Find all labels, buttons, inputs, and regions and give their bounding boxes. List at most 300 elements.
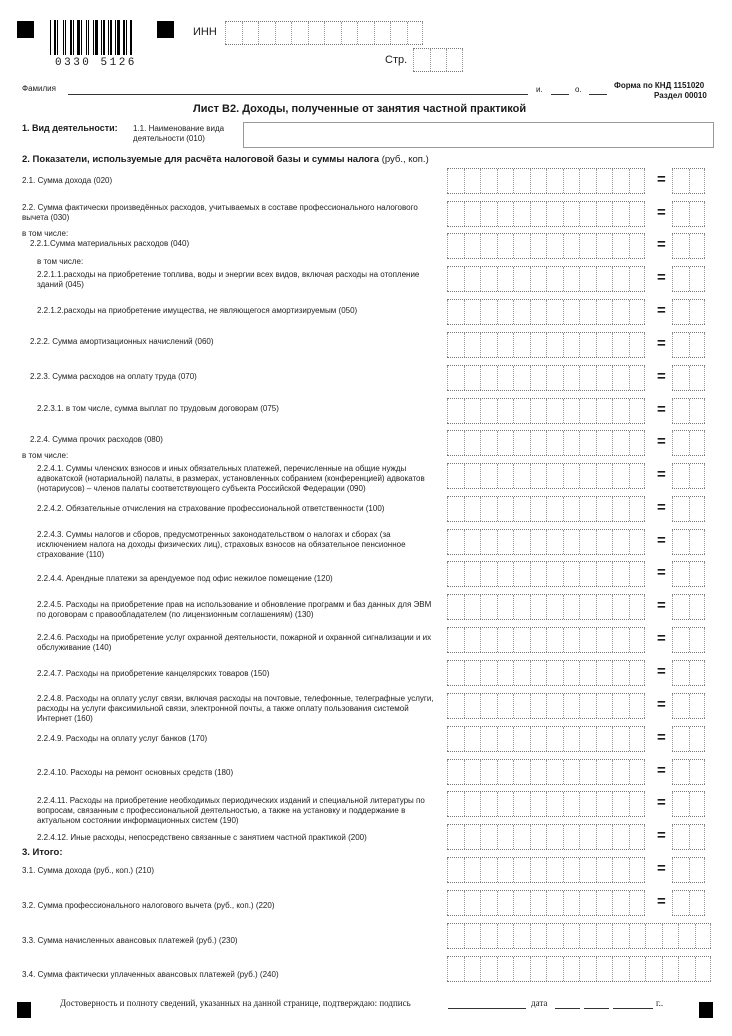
digit-cell[interactable] — [497, 234, 514, 258]
digit-cell[interactable] — [513, 957, 530, 981]
digit-cell[interactable] — [464, 399, 481, 423]
digit-cell[interactable] — [497, 924, 514, 948]
digit-cell[interactable] — [579, 792, 596, 816]
digit-cell[interactable] — [689, 366, 706, 390]
digit-cell[interactable] — [672, 431, 689, 455]
digit-cell[interactable] — [530, 858, 547, 882]
digit-cell[interactable] — [579, 858, 596, 882]
digit-cell[interactable] — [672, 825, 689, 849]
digit-cell[interactable] — [672, 595, 689, 619]
digit-cell[interactable] — [689, 858, 706, 882]
digit-cell[interactable] — [497, 333, 514, 357]
digit-cell[interactable] — [447, 595, 464, 619]
digit-cell[interactable] — [672, 661, 689, 685]
digit-cell[interactable] — [579, 530, 596, 554]
digit-cell[interactable] — [629, 661, 646, 685]
digit-cell[interactable] — [513, 628, 530, 652]
digit-cell[interactable] — [579, 595, 596, 619]
digit-cell[interactable] — [546, 562, 563, 586]
digit-cell[interactable] — [513, 497, 530, 521]
digit-cell[interactable] — [447, 300, 464, 324]
digit-cell[interactable] — [546, 530, 563, 554]
digit-cell[interactable] — [563, 727, 580, 751]
digit-cell[interactable] — [645, 957, 662, 981]
digit-cell[interactable] — [629, 595, 646, 619]
digit-cell[interactable] — [464, 628, 481, 652]
digit-cell[interactable] — [563, 202, 580, 226]
digit-cell[interactable] — [689, 792, 706, 816]
digit-cell[interactable] — [464, 957, 481, 981]
digit-cell[interactable] — [546, 595, 563, 619]
digit-cell[interactable] — [612, 924, 629, 948]
digit-cell[interactable] — [612, 267, 629, 291]
digit-cell[interactable] — [513, 562, 530, 586]
digit-cell[interactable] — [530, 530, 547, 554]
digit-cell[interactable] — [629, 792, 646, 816]
amount-field-075[interactable] — [447, 398, 645, 424]
digit-cell[interactable] — [513, 431, 530, 455]
digit-cell[interactable] — [530, 628, 547, 652]
digit-cell[interactable] — [480, 760, 497, 784]
digit-cell[interactable] — [563, 562, 580, 586]
digit-cell[interactable] — [497, 628, 514, 652]
digit-cell[interactable] — [579, 891, 596, 915]
digit-cell[interactable] — [672, 694, 689, 718]
digit-cell[interactable] — [464, 169, 481, 193]
amount-field-120[interactable] — [447, 561, 645, 587]
digit-cell[interactable] — [672, 858, 689, 882]
amount-field-180[interactable] — [447, 759, 645, 785]
digit-cell[interactable] — [662, 924, 679, 948]
digit-cell[interactable] — [579, 661, 596, 685]
digit-cell[interactable] — [546, 694, 563, 718]
digit-cell[interactable] — [678, 924, 695, 948]
kopecks-field-040[interactable] — [672, 233, 705, 259]
digit-cell[interactable] — [546, 300, 563, 324]
digit-cell[interactable] — [672, 464, 689, 488]
amount-field-160[interactable] — [447, 693, 645, 719]
digit-cell[interactable] — [612, 760, 629, 784]
digit-cell[interactable] — [513, 760, 530, 784]
amount-field-220[interactable] — [447, 890, 645, 916]
digit-cell[interactable] — [612, 595, 629, 619]
digit-cell[interactable] — [480, 562, 497, 586]
digit-cell[interactable] — [546, 957, 563, 981]
digit-cell[interactable] — [480, 267, 497, 291]
digit-cell[interactable] — [513, 891, 530, 915]
digit-cell[interactable] — [447, 431, 464, 455]
digit-cell[interactable] — [629, 628, 646, 652]
digit-cell[interactable] — [497, 957, 514, 981]
amount-field-040[interactable] — [447, 233, 645, 259]
digit-cell[interactable] — [464, 858, 481, 882]
digit-cell[interactable] — [596, 858, 613, 882]
digit-cell[interactable] — [689, 825, 706, 849]
digit-cell[interactable] — [480, 530, 497, 554]
digit-cell[interactable] — [579, 957, 596, 981]
name-initial-field[interactable] — [551, 94, 569, 95]
digit-cell[interactable] — [480, 858, 497, 882]
digit-cell[interactable] — [629, 497, 646, 521]
digit-cell[interactable] — [530, 366, 547, 390]
digit-cell[interactable] — [464, 924, 481, 948]
kopecks-field-060[interactable] — [672, 332, 705, 358]
digit-cell[interactable] — [689, 595, 706, 619]
digit-cell[interactable] — [629, 333, 646, 357]
digit-cell[interactable] — [629, 464, 646, 488]
kopecks-field-130[interactable] — [672, 594, 705, 620]
digit-cell[interactable] — [497, 562, 514, 586]
digit-cell[interactable] — [612, 464, 629, 488]
digit-cell[interactable] — [447, 727, 464, 751]
digit-cell[interactable] — [464, 727, 481, 751]
amount-field-080[interactable] — [447, 430, 645, 456]
amount-field-050[interactable] — [447, 299, 645, 325]
digit-cell[interactable] — [242, 22, 259, 44]
digit-cell[interactable] — [672, 562, 689, 586]
digit-cell[interactable] — [689, 530, 706, 554]
patronymic-initial-field[interactable] — [589, 94, 607, 95]
digit-cell[interactable] — [689, 267, 706, 291]
digit-cell[interactable] — [612, 661, 629, 685]
digit-cell[interactable] — [497, 530, 514, 554]
digit-cell[interactable] — [546, 661, 563, 685]
digit-cell[interactable] — [612, 333, 629, 357]
digit-cell[interactable] — [447, 202, 464, 226]
digit-cell[interactable] — [563, 300, 580, 324]
digit-cell[interactable] — [464, 760, 481, 784]
digit-cell[interactable] — [629, 399, 646, 423]
digit-cell[interactable] — [563, 694, 580, 718]
digit-cell[interactable] — [579, 431, 596, 455]
digit-cell[interactable] — [447, 169, 464, 193]
digit-cell[interactable] — [672, 267, 689, 291]
kopecks-field-170[interactable] — [672, 726, 705, 752]
digit-cell[interactable] — [629, 891, 646, 915]
digit-cell[interactable] — [629, 202, 646, 226]
digit-cell[interactable] — [480, 300, 497, 324]
digit-cell[interactable] — [596, 202, 613, 226]
digit-cell[interactable] — [430, 49, 447, 71]
digit-cell[interactable] — [513, 300, 530, 324]
digit-cell[interactable] — [689, 628, 706, 652]
digit-cell[interactable] — [530, 464, 547, 488]
digit-cell[interactable] — [563, 169, 580, 193]
digit-cell[interactable] — [546, 628, 563, 652]
kopecks-field-090[interactable] — [672, 463, 705, 489]
digit-cell[interactable] — [689, 497, 706, 521]
digit-cell[interactable] — [497, 661, 514, 685]
digit-cell[interactable] — [530, 431, 547, 455]
digit-cell[interactable] — [596, 399, 613, 423]
digit-cell[interactable] — [497, 169, 514, 193]
digit-cell[interactable] — [662, 957, 679, 981]
digit-cell[interactable] — [530, 957, 547, 981]
digit-cell[interactable] — [629, 234, 646, 258]
digit-cell[interactable] — [596, 530, 613, 554]
digit-cell[interactable] — [678, 957, 695, 981]
digit-cell[interactable] — [513, 924, 530, 948]
digit-cell[interactable] — [464, 792, 481, 816]
digit-cell[interactable] — [497, 300, 514, 324]
digit-cell[interactable] — [480, 234, 497, 258]
amount-field-060[interactable] — [447, 332, 645, 358]
digit-cell[interactable] — [413, 49, 430, 71]
digit-cell[interactable] — [579, 727, 596, 751]
digit-cell[interactable] — [612, 169, 629, 193]
digit-cell[interactable] — [497, 497, 514, 521]
digit-cell[interactable] — [513, 399, 530, 423]
amount-field-070[interactable] — [447, 365, 645, 391]
digit-cell[interactable] — [695, 957, 712, 981]
digit-cell[interactable] — [480, 399, 497, 423]
digit-cell[interactable] — [596, 464, 613, 488]
digit-cell[interactable] — [629, 530, 646, 554]
digit-cell[interactable] — [447, 530, 464, 554]
digit-cell[interactable] — [390, 22, 407, 44]
amount-field-140[interactable] — [447, 627, 645, 653]
digit-cell[interactable] — [480, 924, 497, 948]
digit-cell[interactable] — [480, 595, 497, 619]
digit-cell[interactable] — [563, 792, 580, 816]
digit-cell[interactable] — [341, 22, 358, 44]
digit-cell[interactable] — [629, 727, 646, 751]
digit-cell[interactable] — [596, 333, 613, 357]
digit-cell[interactable] — [629, 300, 646, 324]
digit-cell[interactable] — [596, 891, 613, 915]
digit-cell[interactable] — [464, 333, 481, 357]
amount-field-150[interactable] — [447, 660, 645, 686]
digit-cell[interactable] — [447, 858, 464, 882]
amount-field-230[interactable] — [447, 923, 711, 949]
digit-cell[interactable] — [447, 497, 464, 521]
digit-cell[interactable] — [447, 792, 464, 816]
page-field[interactable] — [413, 48, 463, 72]
digit-cell[interactable] — [530, 300, 547, 324]
digit-cell[interactable] — [629, 267, 646, 291]
digit-cell[interactable] — [530, 825, 547, 849]
digit-cell[interactable] — [596, 825, 613, 849]
digit-cell[interactable] — [672, 234, 689, 258]
digit-cell[interactable] — [546, 727, 563, 751]
amount-field-170[interactable] — [447, 726, 645, 752]
digit-cell[interactable] — [689, 760, 706, 784]
digit-cell[interactable] — [579, 497, 596, 521]
digit-cell[interactable] — [546, 825, 563, 849]
kopecks-field-190[interactable] — [672, 791, 705, 817]
kopecks-field-110[interactable] — [672, 529, 705, 555]
kopecks-field-160[interactable] — [672, 693, 705, 719]
digit-cell[interactable] — [497, 366, 514, 390]
digit-cell[interactable] — [513, 202, 530, 226]
digit-cell[interactable] — [612, 694, 629, 718]
digit-cell[interactable] — [513, 234, 530, 258]
digit-cell[interactable] — [672, 366, 689, 390]
digit-cell[interactable] — [464, 530, 481, 554]
digit-cell[interactable] — [480, 727, 497, 751]
digit-cell[interactable] — [258, 22, 275, 44]
digit-cell[interactable] — [612, 858, 629, 882]
digit-cell[interactable] — [497, 267, 514, 291]
digit-cell[interactable] — [629, 957, 646, 981]
digit-cell[interactable] — [464, 431, 481, 455]
digit-cell[interactable] — [689, 202, 706, 226]
digit-cell[interactable] — [447, 760, 464, 784]
digit-cell[interactable] — [546, 234, 563, 258]
digit-cell[interactable] — [596, 595, 613, 619]
digit-cell[interactable] — [447, 891, 464, 915]
digit-cell[interactable] — [689, 169, 706, 193]
digit-cell[interactable] — [480, 661, 497, 685]
digit-cell[interactable] — [497, 694, 514, 718]
digit-cell[interactable] — [596, 497, 613, 521]
date-month-field[interactable] — [584, 1008, 609, 1009]
digit-cell[interactable] — [480, 366, 497, 390]
kopecks-field-070[interactable] — [672, 365, 705, 391]
digit-cell[interactable] — [464, 497, 481, 521]
digit-cell[interactable] — [480, 333, 497, 357]
digit-cell[interactable] — [530, 169, 547, 193]
digit-cell[interactable] — [546, 333, 563, 357]
digit-cell[interactable] — [530, 234, 547, 258]
digit-cell[interactable] — [672, 530, 689, 554]
kopecks-field-075[interactable] — [672, 398, 705, 424]
digit-cell[interactable] — [513, 727, 530, 751]
digit-cell[interactable] — [596, 628, 613, 652]
digit-cell[interactable] — [563, 234, 580, 258]
amount-field-100[interactable] — [447, 496, 645, 522]
digit-cell[interactable] — [563, 957, 580, 981]
digit-cell[interactable] — [596, 727, 613, 751]
digit-cell[interactable] — [480, 202, 497, 226]
digit-cell[interactable] — [579, 694, 596, 718]
digit-cell[interactable] — [464, 300, 481, 324]
digit-cell[interactable] — [447, 399, 464, 423]
digit-cell[interactable] — [579, 234, 596, 258]
digit-cell[interactable] — [563, 595, 580, 619]
digit-cell[interactable] — [629, 366, 646, 390]
digit-cell[interactable] — [579, 628, 596, 652]
digit-cell[interactable] — [689, 333, 706, 357]
amount-field-200[interactable] — [447, 824, 645, 850]
digit-cell[interactable] — [563, 858, 580, 882]
digit-cell[interactable] — [513, 595, 530, 619]
digit-cell[interactable] — [672, 760, 689, 784]
digit-cell[interactable] — [612, 562, 629, 586]
digit-cell[interactable] — [513, 858, 530, 882]
digit-cell[interactable] — [579, 562, 596, 586]
digit-cell[interactable] — [612, 202, 629, 226]
digit-cell[interactable] — [447, 924, 464, 948]
digit-cell[interactable] — [497, 760, 514, 784]
digit-cell[interactable] — [689, 891, 706, 915]
digit-cell[interactable] — [546, 497, 563, 521]
digit-cell[interactable] — [695, 924, 712, 948]
digit-cell[interactable] — [563, 333, 580, 357]
digit-cell[interactable] — [530, 792, 547, 816]
digit-cell[interactable] — [513, 694, 530, 718]
digit-cell[interactable] — [447, 957, 464, 981]
digit-cell[interactable] — [563, 497, 580, 521]
digit-cell[interactable] — [464, 562, 481, 586]
kopecks-field-030[interactable] — [672, 201, 705, 227]
digit-cell[interactable] — [563, 399, 580, 423]
digit-cell[interactable] — [464, 694, 481, 718]
digit-cell[interactable] — [447, 628, 464, 652]
digit-cell[interactable] — [672, 399, 689, 423]
amount-field-190[interactable] — [447, 791, 645, 817]
digit-cell[interactable] — [612, 727, 629, 751]
digit-cell[interactable] — [530, 727, 547, 751]
digit-cell[interactable] — [546, 399, 563, 423]
amount-field-020[interactable] — [447, 168, 645, 194]
amount-field-030[interactable] — [447, 201, 645, 227]
amount-field-210[interactable] — [447, 857, 645, 883]
digit-cell[interactable] — [579, 399, 596, 423]
digit-cell[interactable] — [374, 22, 391, 44]
digit-cell[interactable] — [689, 399, 706, 423]
digit-cell[interactable] — [612, 825, 629, 849]
digit-cell[interactable] — [689, 300, 706, 324]
digit-cell[interactable] — [497, 202, 514, 226]
digit-cell[interactable] — [480, 891, 497, 915]
digit-cell[interactable] — [629, 562, 646, 586]
digit-cell[interactable] — [672, 727, 689, 751]
digit-cell[interactable] — [513, 530, 530, 554]
digit-cell[interactable] — [672, 202, 689, 226]
digit-cell[interactable] — [629, 694, 646, 718]
digit-cell[interactable] — [612, 300, 629, 324]
digit-cell[interactable] — [513, 169, 530, 193]
digit-cell[interactable] — [513, 333, 530, 357]
digit-cell[interactable] — [447, 464, 464, 488]
kopecks-field-100[interactable] — [672, 496, 705, 522]
digit-cell[interactable] — [497, 858, 514, 882]
digit-cell[interactable] — [447, 694, 464, 718]
digit-cell[interactable] — [546, 202, 563, 226]
digit-cell[interactable] — [447, 333, 464, 357]
digit-cell[interactable] — [530, 694, 547, 718]
digit-cell[interactable] — [480, 431, 497, 455]
digit-cell[interactable] — [530, 497, 547, 521]
digit-cell[interactable] — [563, 628, 580, 652]
digit-cell[interactable] — [546, 760, 563, 784]
digit-cell[interactable] — [579, 760, 596, 784]
digit-cell[interactable] — [497, 399, 514, 423]
digit-cell[interactable] — [447, 366, 464, 390]
digit-cell[interactable] — [497, 792, 514, 816]
digit-cell[interactable] — [530, 760, 547, 784]
digit-cell[interactable] — [579, 169, 596, 193]
date-year-field[interactable] — [613, 1008, 653, 1009]
digit-cell[interactable] — [480, 464, 497, 488]
kopecks-field-045[interactable] — [672, 266, 705, 292]
digit-cell[interactable] — [464, 234, 481, 258]
digit-cell[interactable] — [447, 562, 464, 586]
digit-cell[interactable] — [563, 530, 580, 554]
digit-cell[interactable] — [672, 628, 689, 652]
kopecks-field-200[interactable] — [672, 824, 705, 850]
digit-cell[interactable] — [579, 464, 596, 488]
digit-cell[interactable] — [464, 366, 481, 390]
kopecks-field-080[interactable] — [672, 430, 705, 456]
digit-cell[interactable] — [480, 497, 497, 521]
digit-cell[interactable] — [689, 661, 706, 685]
digit-cell[interactable] — [225, 22, 242, 44]
digit-cell[interactable] — [689, 694, 706, 718]
digit-cell[interactable] — [612, 628, 629, 652]
digit-cell[interactable] — [447, 234, 464, 258]
